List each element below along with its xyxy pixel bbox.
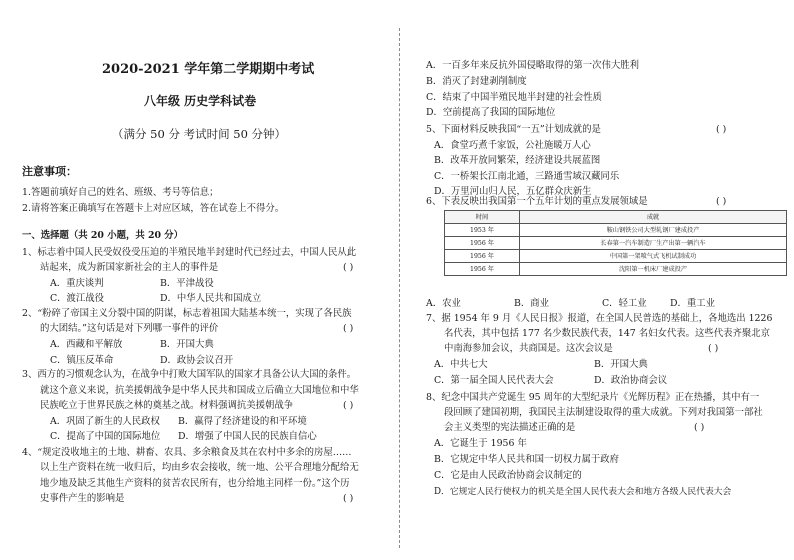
- exam-subtitle: 八年级 历史学科试卷: [144, 94, 257, 108]
- option-b: B．开国大典: [594, 359, 648, 370]
- question-stem: 以上生产资料在统一收归后，均由乡农会接收，统一地、公平合理地分配给无: [40, 462, 359, 473]
- table-cell: 1956 年: [445, 237, 520, 250]
- option-c: C．第一届全国人民代表大会: [434, 375, 554, 386]
- option-b: B．开国大典: [160, 339, 214, 350]
- option-b: B．改革开放同繁荣，经济建设共展蓝图: [434, 155, 601, 166]
- answer-paren: ( ): [343, 262, 354, 273]
- table-row: [445, 263, 787, 276]
- table-cell: 中国第一架喷气式飞机试制成功: [520, 250, 787, 263]
- answer-paren: ( ): [694, 422, 705, 433]
- option-a: A．食堂巧煮千家饭，公社施暖万人心: [434, 140, 591, 151]
- answer-paren: ( ): [708, 343, 719, 354]
- question-stem: 段回顾了建国初期，我国民主法制建设取得的重大成就。下列对我国第一部社: [444, 407, 763, 418]
- option-b: B．商业: [514, 298, 550, 309]
- option-d: D．政治协商会议: [594, 375, 668, 386]
- question-stem: 中南海参加会议，共商国是。这次会议是: [444, 343, 613, 354]
- option-c: C．它是由人民政治协商会议制定的: [434, 470, 582, 481]
- option-c: C．提高了中国的国际地位: [50, 431, 161, 442]
- option-c: C．渡江战役: [50, 293, 105, 304]
- answer-paren: ( ): [716, 196, 727, 207]
- option-d: D．政协会议召开: [160, 355, 234, 366]
- table-cell: 长春第一汽车制造厂生产出第一辆汽车: [520, 237, 787, 250]
- table-cell: 1953 年: [445, 224, 520, 237]
- question-stem: 名代表，其中包括 177 名少数民族代表，147 名妇女代表。这些代表齐聚北京: [444, 328, 770, 339]
- table-cell: 沈阳第一机床厂建成投产: [520, 263, 787, 276]
- question-stem: 7、据 1954 年 9 月《人民日报》报道，在全国人民普选的基础上，各地选出 1226: [426, 313, 773, 324]
- option-b: B．平津战役: [160, 278, 214, 289]
- option-a: A．农业: [426, 298, 461, 309]
- answer-paren: ( ): [343, 323, 354, 334]
- question-stem: 站起来，成为新国家新社会的主人的事件是: [40, 262, 219, 273]
- table-header-row: [445, 211, 787, 224]
- notice-item: 1.答题前填好自己的姓名、班级、考号等信息；: [22, 187, 219, 198]
- table-row: [445, 237, 787, 250]
- option-c: C．轻工业: [602, 298, 647, 309]
- notice-item: 2.请将答案正确填写在答题卡上对应区域，答在试卷上不得分。: [22, 203, 285, 214]
- question-stem: 就这个意义来说，抗美援朝战争是中华人民共和国成立后确立大国地位和中华: [40, 385, 359, 396]
- question-stem: 会主义类型的宪法描述正确的是: [444, 422, 576, 433]
- table-cell: 鞍山钢铁公司大型轧钢厂建成投产: [520, 224, 787, 237]
- option-c: C．镇压反革命: [50, 355, 114, 366]
- question-stem: 6、下表反映出我国第一个五年计划的重点发展领域是: [426, 196, 648, 207]
- option-b: B．它规定中华人民共和国一切权力属于政府: [434, 454, 620, 465]
- answer-paren: ( ): [716, 124, 727, 135]
- option-a: A．它诞生于 1956 年: [434, 438, 527, 449]
- question-stem: 地少地及缺乏其他生产资料的贫苦农民所有，也分给地主同样一份。”这个历: [40, 478, 350, 489]
- question-stem: 民族屹立于世界民族之林的奠基之战。材料强调抗美援朝战争: [40, 400, 294, 411]
- option-a: A．重庆谈判: [50, 278, 104, 289]
- answer-paren: ( ): [343, 493, 354, 504]
- option-a: A．巩固了新生的人民政权: [50, 416, 160, 427]
- column-divider: [399, 28, 400, 548]
- option-c: C．结束了中国半殖民地半封建的社会性质: [426, 92, 602, 103]
- section-heading: 一、选择题（共 20 小题，共 20 分）: [22, 230, 184, 241]
- option-a: A．西藏和平解放: [50, 339, 123, 350]
- answer-paren: ( ): [343, 400, 354, 411]
- notice-heading: 注意事项：: [22, 165, 77, 178]
- option-d: D．空前提高了我国的国际地位: [426, 107, 556, 118]
- option-a: A．一百多年来反抗外国侵略取得的第一次伟大胜利: [426, 60, 640, 71]
- table-header-cell: 成就: [520, 211, 787, 224]
- option-b: B．赢得了经济建设的和平环境: [178, 416, 307, 427]
- table-row: [445, 224, 787, 237]
- exam-title: 2020-2021 学年第二学期期中考试: [102, 62, 315, 77]
- option-d: D．万里河山归人民，五亿群众庆新生: [434, 186, 592, 197]
- option-d: D．它规定人民行使权力的机关是全国人民代表大会和地方各级人民代表大会: [434, 487, 732, 497]
- option-a: A．中共七大: [434, 359, 488, 370]
- option-d: D．重工业: [670, 298, 716, 309]
- question-stem: 5、下面材料反映我国“一五”计划成就的是: [426, 124, 601, 135]
- option-d: D．中华人民共和国成立: [160, 293, 262, 304]
- option-b: B．消灭了封建剥削制度: [426, 76, 527, 87]
- option-d: D．增强了中国人民的民族自信心: [178, 431, 317, 442]
- table-cell: 1956 年: [445, 250, 520, 263]
- question-stem: 3、西方的习惯观念认为，在战争中打败大国军队的国家才具备公认大国的条件。: [22, 369, 357, 380]
- table-row: [445, 250, 787, 263]
- question-stem: 2、“粉碎了帝国主义分裂中国的阴谋，标志着祖国大陆基本统一，实现了各民族: [22, 308, 352, 319]
- option-c: C．一桥架长江南北通，三路通雪域汉藏同乐: [434, 171, 620, 182]
- question-stem: 的大团结。”这句话是对下列哪一事件的评价: [40, 323, 219, 334]
- question-stem: 1、标志着中国人民受奴役受压迫的半殖民地半封建时代已经过去，中国人民从此: [22, 247, 357, 258]
- achievement-table: [444, 210, 787, 276]
- question-stem: 8、纪念中国共产党诞生 95 周年的大型纪录片《光辉历程》正在热播，其中有一: [426, 392, 760, 403]
- question-stem: 史事件产生的影响是: [40, 493, 125, 504]
- table-cell: 1956 年: [445, 263, 520, 276]
- table-header-cell: 时间: [445, 211, 520, 224]
- question-stem: 4、“规定没收地主的土地、耕畜、农具、多余粮食及其在农村中多余的房屋……: [22, 447, 352, 458]
- score-info: （满分 50 分 考试时间 50 分钟）: [112, 127, 287, 141]
